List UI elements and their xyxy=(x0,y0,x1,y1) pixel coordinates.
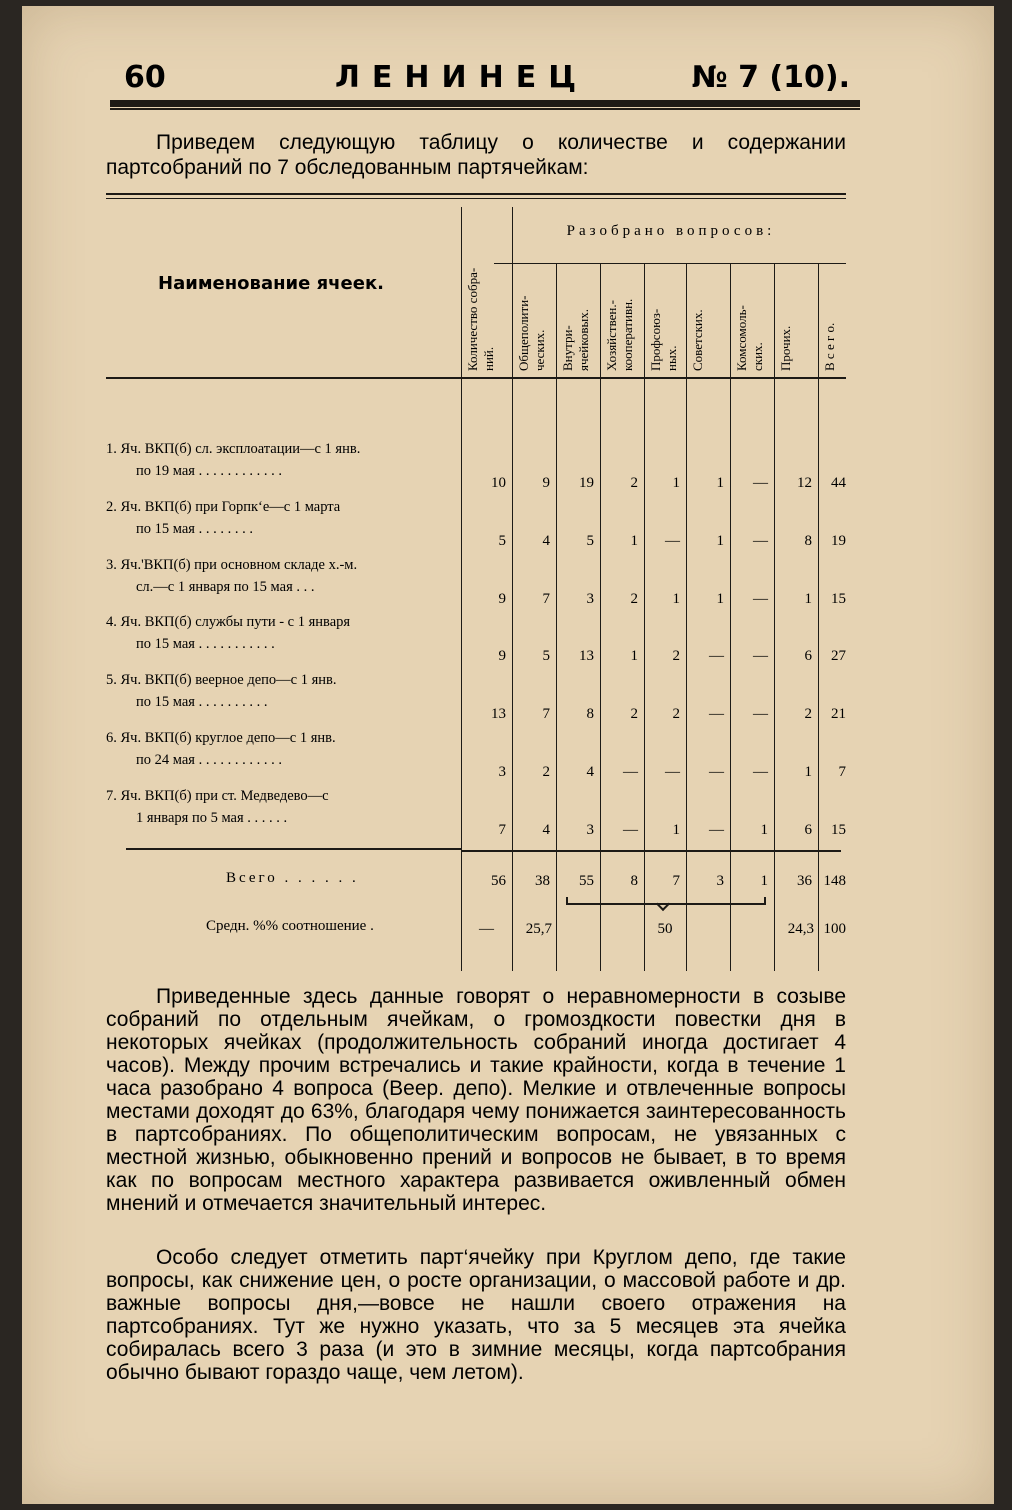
table-cell: 4 xyxy=(586,764,594,780)
total-cell: 56 xyxy=(491,873,506,889)
table-cell: — xyxy=(753,475,768,491)
issue-number: № 7 (10). xyxy=(691,60,850,95)
table-cell: — xyxy=(709,648,724,665)
avg-total: 100 xyxy=(823,921,846,937)
table-cell: 2 xyxy=(630,590,638,607)
table-cell: 7 xyxy=(542,590,550,607)
table-cell: 1 xyxy=(672,821,680,838)
cell-name-line1: 6. Яч. ВКП(б) круглое депо—с 1 янв. xyxy=(106,730,336,746)
table-cell: 1 xyxy=(716,475,724,491)
table-cell: 7 xyxy=(498,821,506,838)
table-row xyxy=(106,611,846,669)
table-cell: 1 xyxy=(716,532,724,549)
table-cell: 2 xyxy=(804,706,812,723)
question-type-header: Советских. xyxy=(690,309,705,371)
cell-name xyxy=(106,438,436,482)
table-cell: 2 xyxy=(630,475,638,491)
table-row xyxy=(106,554,846,612)
table-cell: — xyxy=(753,706,768,723)
table-cell: — xyxy=(623,821,638,838)
question-type-header: Общеполити- ческих. xyxy=(516,295,547,371)
cell-name-line2: сл.—с 1 января по 15 мая . . . xyxy=(136,578,315,595)
cell-name xyxy=(106,554,436,598)
name-column-header: Наименование ячеек. xyxy=(158,273,384,294)
table-cell: 4 xyxy=(542,821,550,838)
table-cell: — xyxy=(753,590,768,607)
table-cell: — xyxy=(623,764,638,780)
cell-name-line1: 1. Яч. ВКП(б) сл. эксплоатации—с 1 янв. xyxy=(106,441,361,457)
table-cell: — xyxy=(709,821,724,838)
cell-name-line1: 7. Яч. ВКП(б) при ст. Медведево—с xyxy=(106,787,329,804)
total-cell: 55 xyxy=(579,873,594,889)
header-rule xyxy=(110,100,860,107)
header-bottom-rule xyxy=(106,377,846,379)
table-row xyxy=(106,438,846,496)
table-cell: 19 xyxy=(831,532,846,549)
table-cell: 5 xyxy=(586,532,594,549)
question-type-header: Прочих. xyxy=(778,325,793,371)
cell-name-line2: по 15 мая . . . . . . . . . . . xyxy=(136,636,275,653)
cell-name xyxy=(106,785,436,829)
question-type-header: Комсомоль- ских. xyxy=(734,305,765,371)
cell-name-line2: 1 января по 5 мая . . . . . . xyxy=(136,809,288,826)
table-cell: 15 xyxy=(831,590,846,607)
journal-title: ЛЕНИНЕЦ xyxy=(335,60,589,95)
table-cell: — xyxy=(709,706,724,723)
avg-meetings: — xyxy=(479,921,494,937)
table-top-rule-thin xyxy=(106,198,846,199)
questions-group-header: Разобрано вопросов: xyxy=(566,223,776,239)
total-cell: 8 xyxy=(630,873,638,889)
table-cell: 13 xyxy=(579,648,594,665)
question-type-header: Хозяйствен.- кооперативн. xyxy=(604,298,635,371)
question-type-header: Профсоюз- ных. xyxy=(648,308,679,371)
totals-rule-right xyxy=(461,850,841,852)
table-cell: 21 xyxy=(831,706,846,723)
analysis-paragraph-1: Приведенные здесь данные говорят о неравномерности в созыве собраний по отдельным ячейкам, о громоздкости повестки дня в некоторых ячейках (продолжительность собраний иногда достигает 4 часов). Между прочим встречались и такие крайности, когда в течение 1 часа разобрано 4 вопроса (Веер. депо). Мелкие и отвлеченные вопросы местами доходят до 63%, благодаря чему понижается заинтересованность в партсобраниях. По общеполитическим вопросам, не увязанных с местной жизнью, обыкновенно прений и вопросов не бывает, в то время как по вопросам местного характера развивается оживленный обмен мнений и отмечается значительный интерес. xyxy=(106,985,846,1215)
statistics-table xyxy=(106,193,846,973)
table-cell: 6 xyxy=(804,821,812,838)
cell-name xyxy=(106,611,436,655)
cell-name xyxy=(106,496,436,540)
table-row xyxy=(106,496,846,554)
table-cell: 8 xyxy=(804,532,812,549)
avg-other: 24,3 xyxy=(787,921,814,937)
table-cell: 4 xyxy=(542,532,550,549)
table-cell: 12 xyxy=(797,475,812,491)
table-cell: 9 xyxy=(498,590,506,607)
table-cell: 19 xyxy=(579,475,594,491)
table-cell: 1 xyxy=(760,821,768,838)
total-cell: 38 xyxy=(535,873,550,889)
table-cell: 1 xyxy=(804,590,812,607)
table-cell: 2 xyxy=(630,706,638,723)
table-cell: 2 xyxy=(672,706,680,723)
cell-name-line2: по 15 мая . . . . . . . . xyxy=(136,520,253,537)
table-cell: 9 xyxy=(542,475,550,491)
cell-name-line1: 2. Яч. ВКП(б) при Горпк‘е—с 1 марта xyxy=(106,498,341,515)
table-cell: 27 xyxy=(831,648,846,665)
totals-rule-left xyxy=(126,848,461,850)
cell-name xyxy=(106,727,436,771)
cell-name-line1: 5. Яч. ВКП(б) веерное депо—с 1 янв. xyxy=(106,672,337,689)
avg-grouped: 50 xyxy=(657,921,673,937)
table-cell: — xyxy=(753,764,768,780)
total-cell: 7 xyxy=(672,873,680,889)
table-row xyxy=(106,669,846,727)
table-cell: — xyxy=(665,532,680,549)
cell-name-line2: по 15 мая . . . . . . . . . . xyxy=(136,694,268,711)
table-row xyxy=(106,727,846,785)
table-cell: 5 xyxy=(498,532,506,549)
table-cell: — xyxy=(665,764,680,780)
table-cell: 1 xyxy=(672,590,680,607)
meetings-count-header: Количество собра- ний. xyxy=(465,267,496,371)
table-cell: 10 xyxy=(491,475,506,491)
page-header xyxy=(110,58,858,98)
question-type-header: Внутри- ячейковых. xyxy=(560,308,591,371)
table-cell: 2 xyxy=(542,764,550,780)
total-cell: 3 xyxy=(716,873,724,889)
cell-name-line1: 4. Яч. ВКП(б) службы пути - с 1 января xyxy=(106,614,351,631)
total-cell: 36 xyxy=(797,873,812,889)
intro-paragraph: Приведем следующую таблицу о количестве и содержании партсобраний по 7 обследованным партячейкам: xyxy=(106,131,846,179)
table-cell: 7 xyxy=(542,706,550,723)
table-cell: 1 xyxy=(672,475,680,491)
table-cell: 9 xyxy=(498,648,506,665)
table-cell: 44 xyxy=(831,475,846,491)
average-label: Средн. %% соотношение . xyxy=(206,918,374,934)
table-row xyxy=(106,785,846,843)
cell-name xyxy=(106,669,436,713)
table-cell: 1 xyxy=(630,532,638,549)
table-cell: 15 xyxy=(831,821,846,838)
total-cell: 148 xyxy=(823,873,846,889)
cell-name-line2: по 24 мая . . . . . . . . . . . . xyxy=(136,752,282,768)
table-cell: 7 xyxy=(838,764,846,780)
analysis-paragraph-2: Особо следует отметить парт‘ячейку при Круглом депо, где такие вопросы, как снижение цен, о росте организации, о массовой работе и др. важные вопросы дня,—вовсе не нашли своего отражения на партсобраниях. Тут же нужно указать, что за 5 месяцев эта ячейка собиралась всего 3 раза (и это в зимние месяцы, когда партсобрания обычно бывают гораздо чаще, чем летом). xyxy=(106,1246,846,1384)
table-cell: 5 xyxy=(542,648,550,665)
page-number: 60 xyxy=(124,60,166,95)
avg-political: 25,7 xyxy=(525,921,552,937)
question-type-header: В с е г о. xyxy=(822,322,837,371)
table-cell: 1 xyxy=(716,590,724,607)
header-rule-thin xyxy=(110,108,860,110)
table-cell: 1 xyxy=(630,648,638,665)
total-label: Всего . . . . . . xyxy=(226,870,359,886)
table-cell: 1 xyxy=(804,764,812,780)
table-cell: — xyxy=(753,648,768,665)
table-cell: 3 xyxy=(586,821,594,838)
cell-name-line2: по 19 мая . . . . . . . . . . . . xyxy=(136,463,282,479)
table-cell: 6 xyxy=(804,648,812,665)
table-cell: 3 xyxy=(586,590,594,607)
total-cell: 1 xyxy=(760,873,768,889)
table-cell: 8 xyxy=(586,706,594,723)
table-cell: 3 xyxy=(498,764,506,780)
cell-name-line1: 3. Яч.'ВКП(б) при основном складе х.-м. xyxy=(106,556,358,573)
table-cell: 13 xyxy=(491,706,506,723)
table-cell: — xyxy=(753,532,768,549)
table-cell: 2 xyxy=(672,648,680,665)
table-top-rule xyxy=(106,193,846,195)
table-cell: — xyxy=(709,764,724,780)
